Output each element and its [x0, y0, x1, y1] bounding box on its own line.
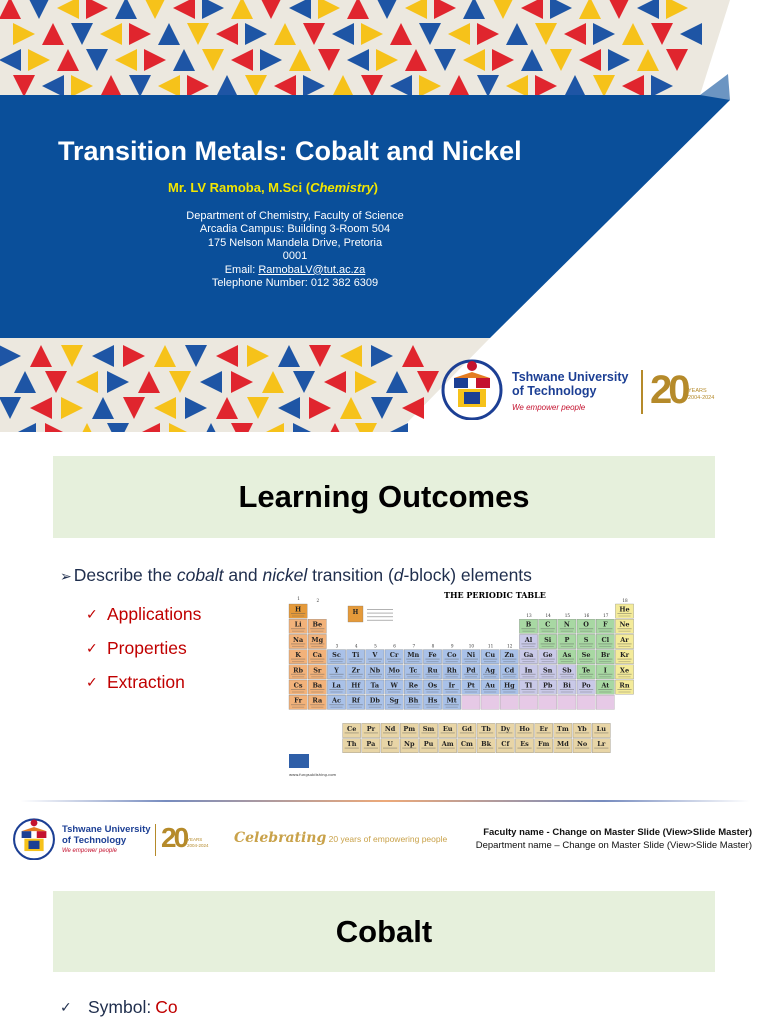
group-label: 10: [468, 643, 475, 649]
element-symbol: Be: [312, 620, 323, 629]
footer-tut-tagline: We empower people: [62, 848, 117, 854]
element-symbol: In: [524, 666, 533, 675]
element-symbol: Fe: [428, 651, 437, 660]
element-symbol: Tm: [557, 724, 569, 733]
element-symbol: I: [603, 666, 607, 675]
element-symbol: Sg: [389, 696, 399, 705]
checkmark-icon: ✓: [86, 605, 98, 622]
group-label: 3: [335, 643, 339, 649]
tut-emblem-icon: [12, 816, 56, 860]
element-symbol: Ne: [619, 620, 630, 629]
group-label: 15: [564, 613, 571, 619]
celebrating-text: Celebrating 20 years of empowering people: [234, 830, 448, 846]
element-symbol: Br: [600, 651, 610, 660]
element-symbol: Ce: [347, 724, 357, 733]
group-label: 1: [297, 596, 300, 601]
element-symbol: Al: [524, 635, 533, 644]
element-symbol: Rf: [351, 696, 360, 705]
element-symbol: Bk: [481, 740, 492, 749]
element-symbol: Fr: [294, 696, 303, 705]
element-symbol: K: [295, 651, 301, 660]
element-symbol: La: [332, 681, 341, 690]
element-symbol: Pd: [466, 666, 476, 675]
element-symbol: Mg: [311, 635, 324, 644]
arrow-bullet-icon: ➢: [60, 568, 72, 584]
checkmark-icon: ✓: [86, 639, 98, 656]
learning-outcomes-slide: [0, 432, 768, 864]
element-symbol: Sn: [542, 666, 553, 675]
element-symbol: Ir: [448, 681, 455, 690]
element-symbol: Zr: [351, 666, 360, 675]
element-symbol: As: [562, 651, 572, 660]
department-text: Department of Chemistry, Faculty of Science: [186, 210, 404, 222]
element-symbol: Sm: [422, 724, 435, 733]
list-item: ✓ Properties: [86, 637, 187, 658]
element-symbol: Tb: [481, 724, 491, 733]
element-symbol: Fm: [537, 740, 550, 749]
element-symbol: Rh: [446, 666, 457, 675]
element-symbol: Cr: [389, 651, 399, 660]
element-symbol: Re: [408, 681, 419, 690]
checkmark-icon: ✓: [60, 999, 72, 1015]
footer-tut-logo: [12, 816, 232, 858]
element-symbol: Ga: [523, 651, 534, 660]
element-symbol: Pr: [366, 724, 376, 733]
element-symbol: Hs: [427, 696, 438, 705]
element-symbol: Hg: [503, 681, 515, 690]
element-symbol: Ra: [312, 696, 323, 705]
list-item: ✓ Extraction: [86, 671, 185, 692]
element-symbol: Tl: [524, 681, 533, 690]
element-symbol: Ag: [485, 666, 495, 675]
element-symbol: Rn: [619, 681, 630, 690]
element-symbol: Am: [441, 740, 454, 749]
group-label: 9: [450, 643, 454, 649]
element-symbol: Ho: [519, 724, 530, 733]
group-label: 16: [583, 613, 590, 619]
element-symbol: Sc: [332, 651, 341, 660]
element-symbol: Cd: [504, 666, 515, 675]
element-symbol: Bh: [408, 696, 419, 705]
group-label: 6: [393, 643, 396, 649]
element-symbol: Li: [294, 620, 302, 629]
element-symbol: Db: [369, 696, 380, 705]
element-symbol: Mn: [407, 651, 420, 660]
element-symbol: Cm: [460, 740, 473, 749]
element-symbol: Po: [581, 681, 591, 690]
list-item: ✓ Applications: [86, 603, 202, 624]
element-symbol: Te: [581, 666, 591, 675]
telephone-text: Telephone Number: 012 382 6309: [211, 277, 379, 290]
group-label: 13: [526, 613, 532, 619]
element-symbol: He: [619, 605, 630, 614]
group-label: 7: [412, 643, 416, 649]
element-symbol: Er: [539, 724, 548, 733]
cobalt-slide: [0, 864, 768, 1024]
faculty-footer-text: [476, 826, 752, 852]
periodic-table-image: [284, 586, 644, 780]
element-symbol: Dy: [500, 724, 511, 733]
anniversary-text: YEARS 2004-2024: [688, 388, 715, 401]
element-symbol: Cf: [501, 740, 510, 749]
footer-tut-name: Tshwane University of Technology: [62, 824, 151, 846]
element-symbol: Mt: [446, 696, 457, 705]
faculty-name-text: Faculty name - Change on Master Slide (View>Slide Master): [483, 827, 752, 838]
element-symbol: Bi: [562, 681, 571, 690]
heading-box: [53, 891, 715, 972]
tut-tagline: We empower people: [512, 403, 586, 412]
logo-separator: [641, 370, 643, 414]
element-symbol: Na: [293, 635, 304, 644]
element-symbol: C: [545, 620, 551, 629]
group-label: 17: [603, 613, 609, 619]
slide-heading: Cobalt: [335, 913, 433, 949]
element-symbol: Se: [581, 651, 591, 660]
element-symbol: Pu: [423, 740, 434, 749]
element-symbol: Co: [446, 651, 457, 660]
element-symbol: Pm: [403, 724, 416, 733]
group-label: 5: [374, 643, 377, 649]
slide-title: Transition Metals: Cobalt and Nickel: [58, 136, 522, 166]
element-symbol: Kr: [619, 651, 630, 660]
element-symbol: Ca: [312, 651, 322, 660]
footer-logo-separator: [155, 824, 156, 856]
element-symbol: Tc: [409, 666, 418, 675]
element-symbol: U: [387, 740, 393, 749]
element-symbol: Os: [427, 681, 438, 690]
email-link[interactable]: RamobaLV@tut.ac.za: [258, 263, 366, 276]
footer-divider: [20, 800, 750, 802]
element-symbol: Ru: [427, 666, 438, 675]
tut-name: Tshwane University of Technology: [512, 370, 629, 398]
element-symbol: Ni: [466, 651, 476, 660]
group-label: 11: [487, 643, 494, 649]
element-symbol: W: [390, 681, 398, 690]
footer-anniversary-text: YEARS 2004-2024: [187, 837, 209, 848]
element-symbol: F: [602, 620, 608, 629]
element-symbol: Sb: [562, 666, 572, 675]
element-symbol: Md: [557, 740, 569, 749]
element-symbol: Es: [520, 740, 529, 749]
symbol-bullet: [60, 997, 178, 1018]
element-symbol: O: [583, 620, 589, 629]
main-bullet: ➢ Describe the cobalt and nickel transition (d-block) elements: [60, 565, 532, 585]
element-symbol: Ar: [620, 635, 629, 644]
element-symbol: Pa: [366, 740, 376, 749]
element-symbol: Lu: [596, 724, 606, 733]
element-symbol: Pb: [542, 681, 553, 690]
element-symbol: Ba: [312, 681, 323, 690]
tut-logo: [440, 356, 730, 420]
element-symbol: Lr: [597, 740, 606, 749]
element-symbol: Np: [404, 740, 415, 749]
element-symbol: H: [295, 605, 302, 614]
element-symbol: Th: [346, 740, 357, 749]
outcome-sublist: [86, 597, 201, 699]
group-label: 2: [316, 598, 320, 603]
element-symbol: Rb: [293, 666, 304, 675]
email-line: Email: RamobaLV@tut.ac.za: [224, 263, 366, 276]
group-label: 14: [545, 613, 551, 619]
element-symbol: Nd: [384, 724, 396, 733]
legend-symbol: H: [352, 609, 359, 616]
element-symbol: V: [372, 651, 378, 660]
periodic-table-title: THE PERIODIC TABLE: [444, 590, 546, 600]
department-name-text: Department name – Change on Master Slide (View>Slide Master): [475, 840, 752, 851]
group-label: 18: [622, 598, 628, 603]
element-symbol: Si: [544, 635, 552, 644]
element-symbol: Eu: [442, 724, 453, 733]
slide-heading: Learning Outcomes: [238, 479, 530, 514]
group-label: 12: [507, 643, 513, 649]
element-symbol: Ti: [352, 651, 360, 660]
element-symbol: Hf: [351, 681, 361, 690]
element-symbol: Mo: [388, 666, 400, 675]
publisher-text: www.fungsublishing.com: [289, 772, 337, 777]
element-symbol: Nb: [369, 666, 381, 675]
checkmark-icon: ✓: [86, 673, 98, 690]
element-symbol: Ge: [542, 651, 553, 660]
heading-box: [53, 456, 715, 538]
element-symbol: Y: [334, 666, 339, 675]
presenter-name: Mr. LV Ramoba, M.Sci (Chemistry): [168, 180, 378, 195]
element-symbol: Cl: [601, 635, 610, 644]
element-symbol: Ta: [370, 681, 380, 690]
symbol-value: Co: [155, 997, 178, 1017]
element-symbol: At: [601, 681, 610, 690]
element-symbol: N: [563, 620, 570, 629]
group-label: 4: [354, 643, 358, 649]
group-label: 8: [431, 643, 435, 649]
publisher-logo-icon: [289, 754, 309, 768]
element-symbol: Yb: [577, 724, 587, 733]
element-symbol: Xe: [619, 666, 630, 675]
element-symbol: Ac: [331, 696, 342, 705]
element-symbol: Cs: [293, 681, 303, 690]
element-symbol: Sr: [313, 666, 322, 675]
title-slide: [0, 0, 768, 432]
postal-code-text: 0001: [282, 250, 308, 263]
element-symbol: No: [576, 740, 588, 749]
campus-text: Arcadia Campus: Building 3-Room 504: [199, 223, 391, 236]
contact-details: [180, 210, 410, 290]
footer-anniversary-number: 20: [161, 822, 187, 853]
symbol-label: Symbol:: [88, 997, 152, 1017]
element-symbol: Gd: [461, 724, 472, 733]
element-symbol: Au: [485, 681, 495, 690]
address-text: 175 Nelson Mandela Drive, Pretoria: [207, 236, 383, 249]
tut-emblem-icon: [440, 356, 504, 420]
element-symbol: Pt: [466, 681, 475, 690]
element-symbol: Zn: [504, 651, 515, 660]
element-symbol: Cu: [485, 651, 496, 660]
element-symbol: S: [583, 635, 589, 644]
element-symbol: P: [564, 635, 570, 644]
element-symbol: B: [525, 620, 532, 629]
anniversary-number: 20: [650, 368, 687, 412]
